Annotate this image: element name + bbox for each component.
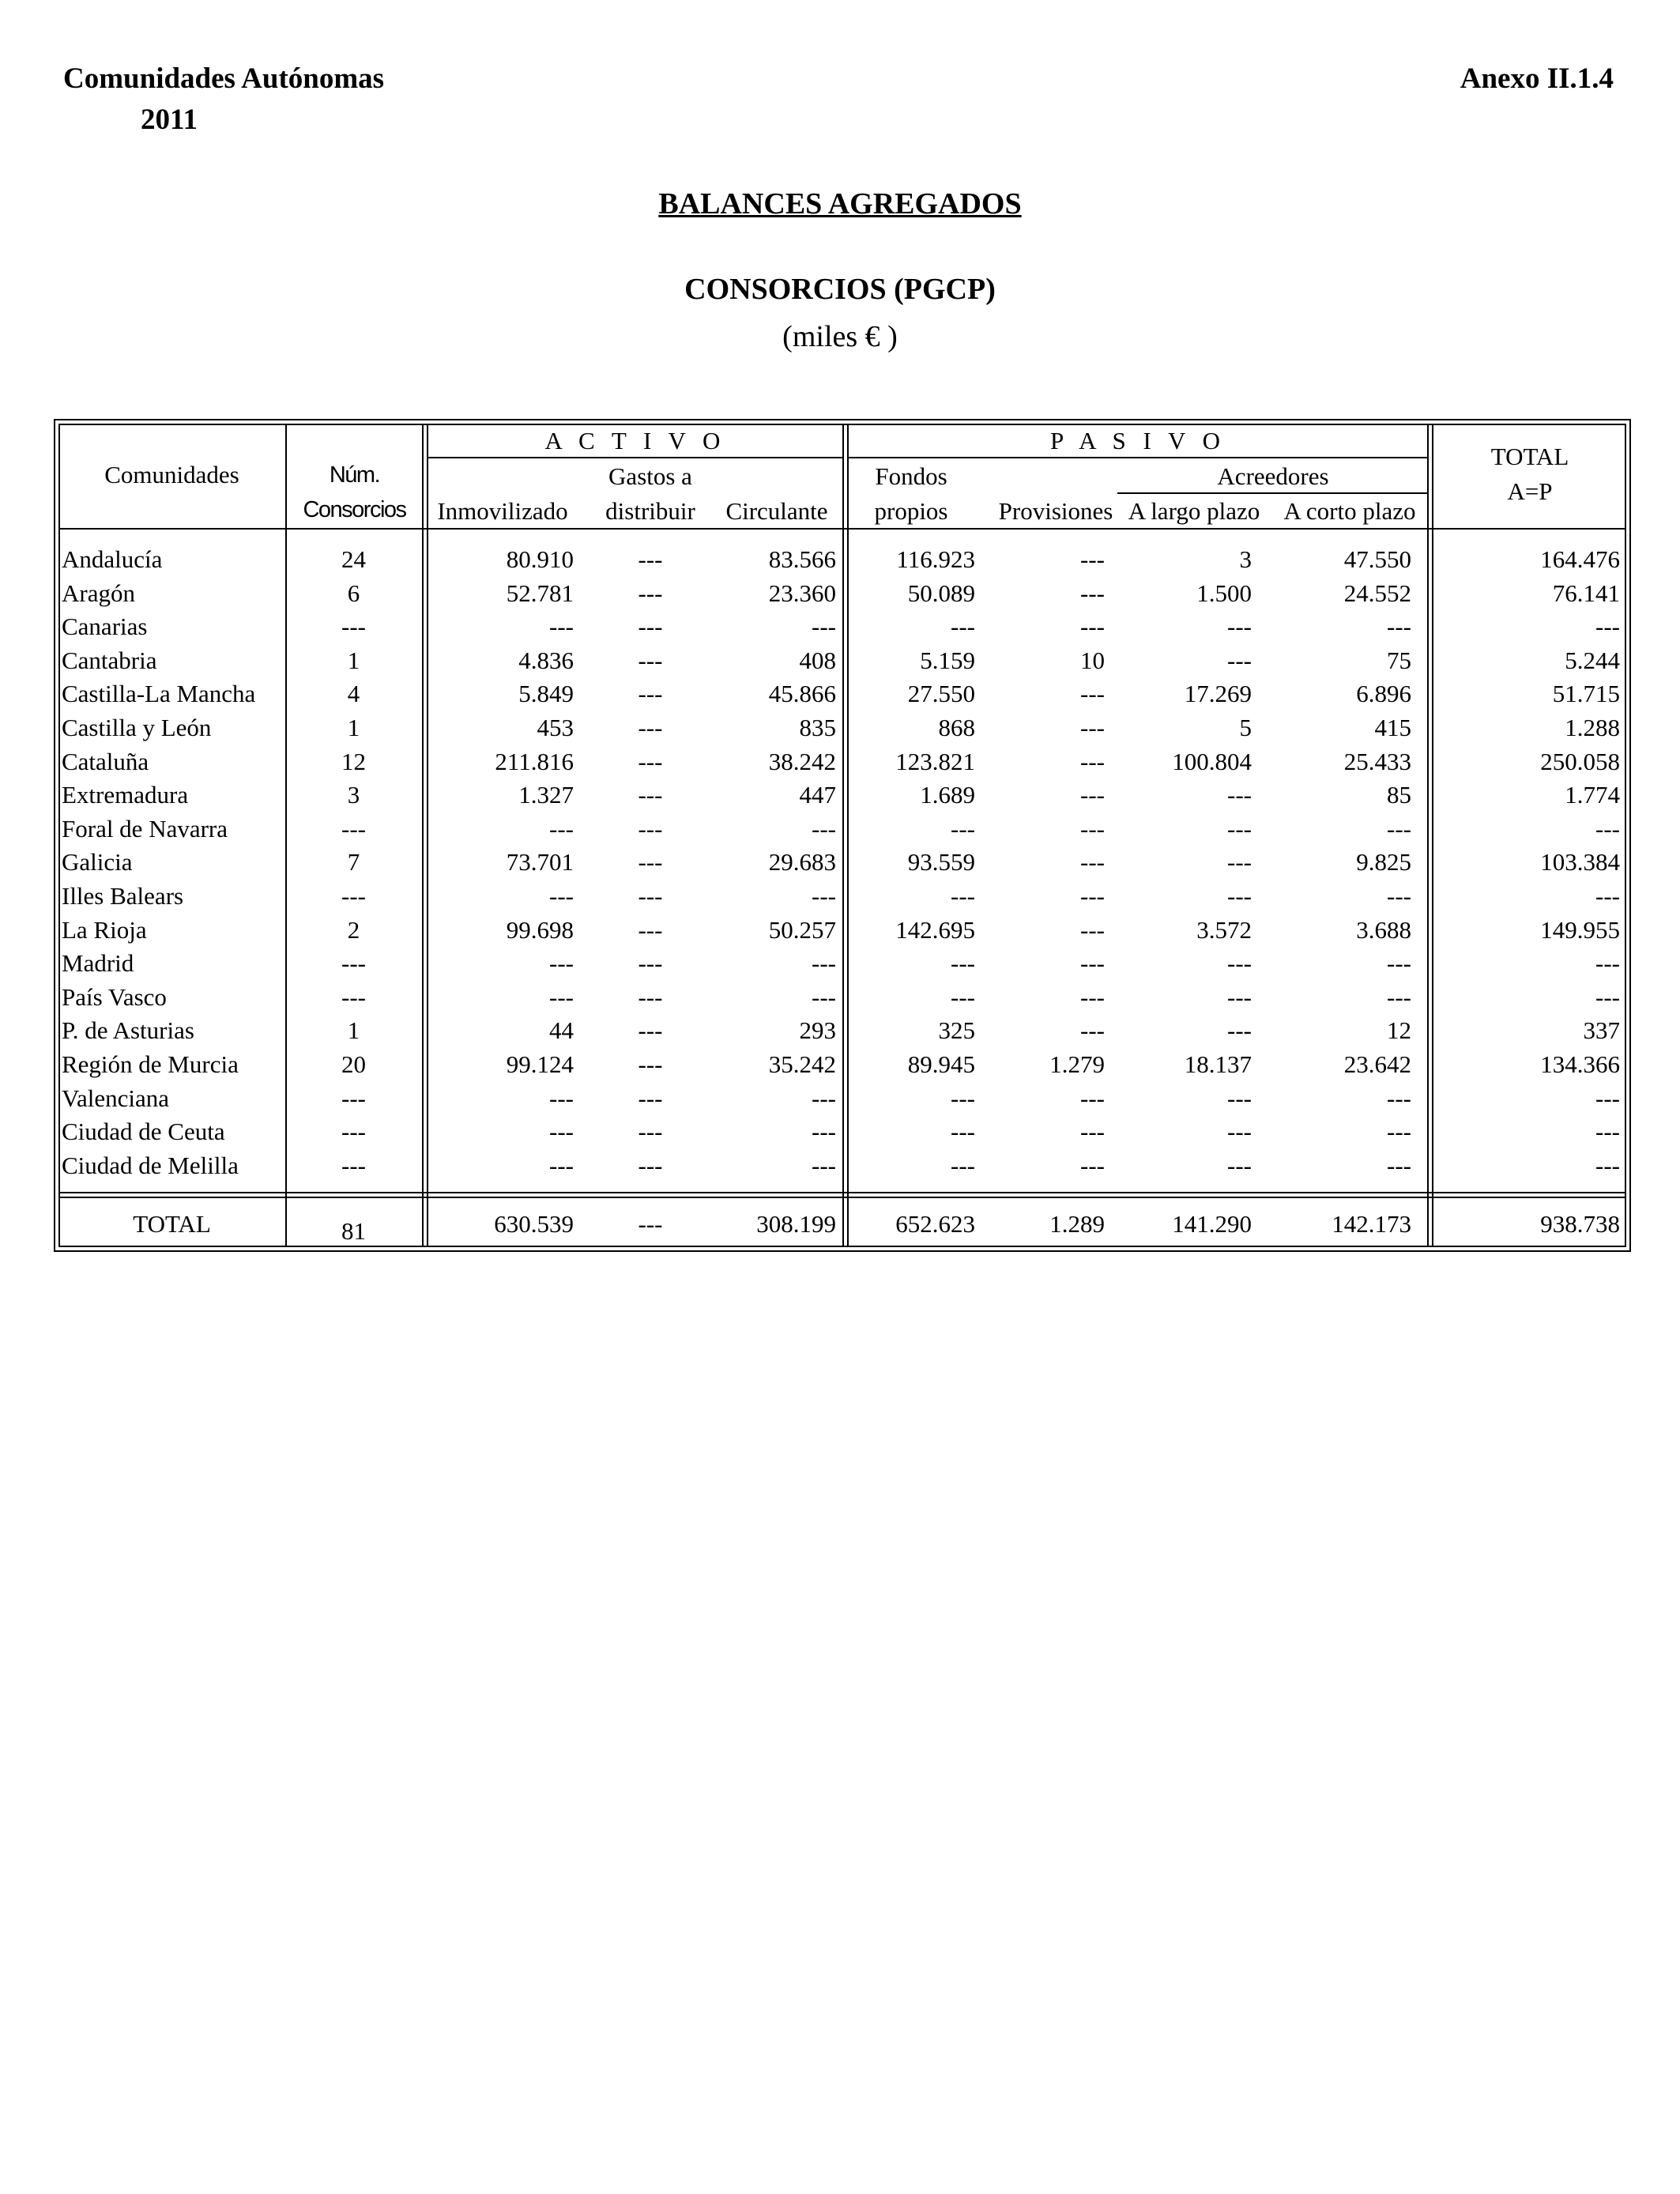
cell-total-ap: 164.476 (1540, 545, 1620, 573)
cell-fondos-propios: 123.821 (895, 747, 975, 775)
cell-comunidad: Andalucía (62, 545, 163, 573)
header-left-title: Comunidades Autónomas (63, 62, 385, 95)
cell-gastos-distribuir: --- (638, 1084, 663, 1112)
cell-num-consorcios: 1 (347, 1016, 360, 1045)
divider-pasivo-b (1432, 424, 1433, 1247)
cell-largo-plazo: --- (1227, 814, 1252, 843)
document-title: BALANCES AGREGADOS (658, 187, 1022, 221)
acreedores-underline (1117, 492, 1429, 494)
cell-corto-plazo: --- (1387, 1118, 1411, 1146)
cell-comunidad: Madrid (62, 949, 134, 978)
cell-corto-plazo: --- (1387, 982, 1411, 1011)
cell-gastos-distribuir: --- (638, 781, 663, 809)
divider-activo-b (847, 424, 849, 1247)
cell-gastos-distribuir: --- (638, 882, 663, 910)
cell-fondos-propios: 868 (938, 714, 975, 741)
cell-total-ap: 1.774 (1565, 781, 1620, 809)
cell-total-ap: 103.384 (1540, 848, 1620, 876)
cell-largo-plazo: --- (1227, 949, 1252, 978)
cell-corto-plazo: 12 (1387, 1016, 1411, 1045)
divider-num-b (427, 424, 428, 1247)
cell-fondos-propios: --- (951, 1118, 975, 1146)
cell-largo-plazo: 1.500 (1196, 579, 1252, 607)
divider-num-a (422, 424, 424, 1247)
cell-largo-plazo: --- (1227, 982, 1252, 1011)
cell-inmovilizado: 211.816 (495, 747, 574, 775)
total-total-ap: 938.738 (1540, 1210, 1620, 1238)
cell-inmovilizado: 4.836 (518, 646, 574, 674)
cell-comunidad: Valenciana (62, 1084, 169, 1112)
col-header-gastos-line1: Gastos a (608, 462, 692, 490)
cell-total-ap: --- (1595, 982, 1620, 1011)
cell-inmovilizado: --- (549, 1151, 574, 1179)
cell-largo-plazo: 3.572 (1196, 915, 1252, 944)
cell-num-consorcios: 1 (347, 714, 360, 741)
cell-comunidad: Ciudad de Ceuta (62, 1118, 225, 1146)
cell-inmovilizado: 44 (549, 1016, 574, 1045)
cell-num-consorcios: 2 (347, 915, 360, 944)
divider-activo-a (842, 424, 844, 1247)
cell-total-ap: 250.058 (1540, 747, 1620, 775)
cell-provisiones: --- (1080, 579, 1105, 607)
col-header-num-line1: Núm. (329, 462, 380, 488)
cell-total-ap: 149.955 (1540, 915, 1620, 944)
cell-circulante: 35.242 (768, 1050, 836, 1078)
cell-largo-plazo: 5 (1239, 714, 1252, 741)
cell-corto-plazo: --- (1387, 814, 1411, 843)
cell-provisiones: --- (1080, 1151, 1105, 1179)
cell-provisiones: --- (1080, 848, 1105, 876)
cell-corto-plazo: 3.688 (1356, 915, 1411, 944)
col-header-circulante: Circulante (725, 497, 828, 525)
cell-fondos-propios: 27.550 (907, 680, 975, 708)
cell-largo-plazo: 3 (1239, 545, 1252, 573)
cell-largo-plazo: --- (1227, 1151, 1252, 1179)
cell-corto-plazo: --- (1387, 1151, 1411, 1179)
cell-circulante: 408 (799, 646, 836, 674)
cell-corto-plazo: --- (1387, 613, 1411, 641)
group-header-activo: A C T I V O (544, 427, 726, 454)
header-annex: Anexo II.1.4 (1460, 62, 1614, 95)
cell-num-consorcios: --- (341, 982, 366, 1011)
cell-inmovilizado: 52.781 (506, 579, 574, 607)
cell-total-ap: 51.715 (1552, 680, 1620, 708)
cell-fondos-propios: --- (951, 613, 975, 641)
cell-fondos-propios: --- (951, 982, 975, 1011)
cell-circulante: --- (812, 949, 836, 978)
col-header-total-line2: A=P (1507, 477, 1553, 505)
cell-provisiones: --- (1080, 545, 1105, 573)
cell-num-consorcios: --- (341, 882, 366, 910)
cell-fondos-propios: 116.923 (896, 545, 975, 573)
cell-corto-plazo: --- (1387, 949, 1411, 978)
cell-circulante: 45.866 (768, 680, 836, 708)
cell-total-ap: 134.366 (1540, 1050, 1620, 1078)
cell-circulante: --- (812, 1084, 836, 1112)
cell-comunidad: Galicia (62, 848, 133, 876)
cell-provisiones: --- (1080, 1118, 1105, 1146)
cell-largo-plazo: --- (1227, 781, 1252, 809)
cell-corto-plazo: 75 (1387, 646, 1411, 674)
cell-fondos-propios: 50.089 (907, 579, 975, 607)
cell-gastos-distribuir: --- (638, 848, 663, 876)
cell-num-consorcios: 1 (347, 646, 360, 674)
cell-gastos-distribuir: --- (638, 613, 663, 641)
cell-total-ap: 337 (1583, 1016, 1620, 1045)
total-largo-plazo: 141.290 (1172, 1210, 1252, 1238)
document-units: (miles € ) (782, 320, 898, 353)
col-header-corto-plazo: A corto plazo (1283, 497, 1416, 525)
cell-gastos-distribuir: --- (638, 714, 663, 741)
col-header-inmovilizado: Inmovilizado (437, 497, 568, 525)
cell-circulante: --- (812, 1151, 836, 1179)
cell-comunidad: Canarias (62, 613, 148, 641)
cell-inmovilizado: --- (549, 814, 574, 843)
cell-inmovilizado: 80.910 (506, 545, 574, 573)
cell-num-consorcios: --- (341, 1084, 366, 1112)
cell-gastos-distribuir: --- (638, 915, 663, 944)
cell-inmovilizado: 99.124 (506, 1050, 574, 1078)
cell-fondos-propios: 142.695 (895, 915, 975, 944)
cell-provisiones: --- (1080, 949, 1105, 978)
cell-corto-plazo: 25.433 (1343, 747, 1411, 775)
cell-gastos-distribuir: --- (638, 747, 663, 775)
cell-comunidad: País Vasco (62, 982, 167, 1011)
cell-corto-plazo: 85 (1387, 781, 1411, 809)
cell-comunidad: Extremadura (62, 781, 189, 809)
cell-largo-plazo: 100.804 (1172, 747, 1252, 775)
cell-gastos-distribuir: --- (638, 579, 663, 607)
cell-corto-plazo: 23.642 (1343, 1050, 1411, 1078)
cell-gastos-distribuir: --- (638, 949, 663, 978)
cell-fondos-propios: --- (951, 949, 975, 978)
pasivo-underline (847, 457, 1429, 458)
cell-gastos-distribuir: --- (638, 1118, 663, 1146)
cell-gastos-distribuir: --- (638, 646, 663, 674)
document-subtitle: CONSORCIOS (PGCP) (684, 273, 996, 306)
cell-circulante: --- (812, 882, 836, 910)
cell-circulante: --- (812, 613, 836, 641)
cell-provisiones: 1.279 (1049, 1050, 1105, 1078)
cell-provisiones: --- (1080, 680, 1105, 708)
cell-total-ap: --- (1595, 882, 1620, 910)
cell-inmovilizado: 99.698 (506, 915, 574, 944)
cell-inmovilizado: 5.849 (518, 680, 574, 708)
divider-pasivo-a (1427, 424, 1429, 1247)
total-num-consorcios: 81 (341, 1217, 366, 1245)
cell-circulante: 50.257 (768, 915, 836, 944)
cell-num-consorcios: 12 (341, 747, 366, 775)
total-inmovilizado: 630.539 (494, 1210, 574, 1238)
col-header-num-line2: Consorcios (303, 497, 406, 522)
col-header-largo-plazo: A largo plazo (1128, 497, 1260, 525)
cell-comunidad: Ciudad de Melilla (62, 1151, 239, 1179)
cell-provisiones: --- (1080, 781, 1105, 809)
cell-largo-plazo: --- (1227, 1118, 1252, 1146)
cell-num-consorcios: --- (341, 814, 366, 843)
cell-circulante: 447 (799, 781, 836, 809)
cell-total-ap: --- (1595, 814, 1620, 843)
cell-fondos-propios: 325 (938, 1016, 975, 1045)
cell-inmovilizado: 73.701 (506, 848, 574, 876)
group-header-acreedores: Acreedores (1217, 462, 1329, 490)
cell-num-consorcios: 7 (347, 848, 360, 876)
cell-num-consorcios: --- (341, 1151, 366, 1179)
col-header-comunidades: Comunidades (104, 461, 239, 488)
cell-num-consorcios: --- (341, 1118, 366, 1146)
header-bottom-line (58, 528, 1626, 530)
col-header-fondos-line1: Fondos (875, 462, 947, 490)
cell-circulante: --- (812, 814, 836, 843)
total-provisiones: 1.289 (1049, 1210, 1105, 1238)
cell-total-ap: 5.244 (1565, 646, 1620, 674)
cell-total-ap: --- (1595, 1084, 1620, 1112)
cell-gastos-distribuir: --- (638, 982, 663, 1011)
cell-comunidad: Castilla-La Mancha (62, 680, 256, 708)
cell-corto-plazo: 415 (1374, 714, 1411, 741)
cell-num-consorcios: 4 (347, 680, 360, 708)
cell-num-consorcios: 24 (341, 545, 366, 573)
cell-provisiones: --- (1080, 1016, 1105, 1045)
cell-inmovilizado: --- (549, 982, 574, 1011)
cell-provisiones: 10 (1080, 646, 1105, 674)
cell-gastos-distribuir: --- (638, 545, 663, 573)
cell-corto-plazo: 9.825 (1356, 848, 1411, 876)
cell-circulante: --- (812, 982, 836, 1011)
cell-total-ap: --- (1595, 613, 1620, 641)
cell-provisiones: --- (1080, 982, 1105, 1011)
cell-total-ap: --- (1595, 1151, 1620, 1179)
header-year: 2011 (141, 104, 198, 136)
cell-provisiones: --- (1080, 1084, 1105, 1112)
cell-gastos-distribuir: --- (638, 814, 663, 843)
cell-provisiones: --- (1080, 714, 1105, 741)
cell-total-ap: --- (1595, 949, 1620, 978)
cell-largo-plazo: --- (1227, 848, 1252, 876)
cell-num-consorcios: 6 (347, 579, 360, 607)
cell-provisiones: --- (1080, 747, 1105, 775)
col-header-fondos-line2: propios (874, 497, 948, 525)
cell-comunidad: P. de Asturias (62, 1016, 194, 1045)
cell-fondos-propios: 5.159 (920, 646, 975, 674)
cell-comunidad: La Rioja (62, 915, 147, 944)
col-header-total-line1: TOTAL (1490, 443, 1569, 470)
cell-comunidad: Foral de Navarra (62, 814, 228, 843)
total-gastos-distribuir: --- (638, 1210, 663, 1238)
cell-inmovilizado: --- (549, 1084, 574, 1112)
cell-fondos-propios: 89.945 (907, 1050, 975, 1078)
cell-total-ap: 76.141 (1552, 579, 1620, 607)
total-fondos-propios: 652.623 (895, 1210, 975, 1238)
cell-fondos-propios: --- (951, 1151, 975, 1179)
cell-total-ap: --- (1595, 1118, 1620, 1146)
cell-comunidad: Illes Balears (62, 882, 184, 910)
cell-num-consorcios: --- (341, 949, 366, 978)
total-corto-plazo: 142.173 (1332, 1210, 1411, 1238)
cell-provisiones: --- (1080, 915, 1105, 944)
total-top-line-b (58, 1197, 1626, 1198)
cell-largo-plazo: --- (1227, 882, 1252, 910)
cell-corto-plazo: 24.552 (1343, 579, 1411, 607)
cell-largo-plazo: --- (1227, 613, 1252, 641)
cell-gastos-distribuir: --- (638, 1050, 663, 1078)
cell-comunidad: Castilla y León (62, 714, 212, 741)
cell-provisiones: --- (1080, 814, 1105, 843)
cell-inmovilizado: --- (549, 882, 574, 910)
cell-corto-plazo: 47.550 (1343, 545, 1411, 573)
cell-inmovilizado: --- (549, 949, 574, 978)
activo-underline (427, 457, 844, 458)
total-top-line-a (58, 1192, 1626, 1193)
cell-circulante: 835 (799, 714, 836, 741)
cell-corto-plazo: --- (1387, 882, 1411, 910)
cell-largo-plazo: --- (1227, 1016, 1252, 1045)
cell-gastos-distribuir: --- (638, 1151, 663, 1179)
cell-fondos-propios: 1.689 (920, 781, 975, 809)
cell-provisiones: --- (1080, 882, 1105, 910)
cell-comunidad: Región de Murcia (62, 1050, 239, 1078)
cell-gastos-distribuir: --- (638, 680, 663, 708)
cell-corto-plazo: --- (1387, 1084, 1411, 1112)
cell-fondos-propios: --- (951, 882, 975, 910)
cell-comunidad: Cantabria (62, 646, 157, 674)
cell-comunidad: Aragón (62, 579, 135, 607)
cell-comunidad: Cataluña (62, 747, 149, 775)
group-header-pasivo: P A S I V O (1049, 427, 1226, 454)
cell-num-consorcios: --- (341, 613, 366, 641)
balance-table (54, 419, 1631, 1252)
cell-gastos-distribuir: --- (638, 1016, 663, 1045)
cell-fondos-propios: --- (951, 814, 975, 843)
cell-circulante: 23.360 (768, 579, 836, 607)
cell-fondos-propios: 93.559 (907, 848, 975, 876)
cell-inmovilizado: --- (549, 1118, 574, 1146)
cell-fondos-propios: --- (951, 1084, 975, 1112)
cell-provisiones: --- (1080, 613, 1105, 641)
cell-num-consorcios: 3 (347, 781, 360, 809)
total-circulante: 308.199 (756, 1210, 836, 1238)
col-header-gastos-line2: distribuir (605, 497, 695, 525)
cell-inmovilizado: 1.327 (518, 781, 574, 809)
cell-num-consorcios: 20 (341, 1050, 366, 1078)
cell-largo-plazo: --- (1227, 646, 1252, 674)
cell-inmovilizado: 453 (537, 714, 574, 741)
cell-circulante: 293 (799, 1016, 836, 1045)
cell-circulante: 38.242 (768, 747, 836, 775)
cell-circulante: --- (812, 1118, 836, 1146)
cell-circulante: 83.566 (768, 545, 836, 573)
cell-inmovilizado: --- (549, 613, 574, 641)
cell-total-ap: 1.288 (1565, 714, 1620, 741)
cell-largo-plazo: 18.137 (1184, 1050, 1252, 1078)
col-header-provisiones: Provisiones (998, 497, 1113, 525)
cell-largo-plazo: 17.269 (1184, 680, 1252, 708)
total-label: TOTAL (133, 1210, 211, 1238)
cell-circulante: 29.683 (768, 848, 836, 876)
cell-corto-plazo: 6.896 (1356, 680, 1411, 708)
cell-largo-plazo: --- (1227, 1084, 1252, 1112)
